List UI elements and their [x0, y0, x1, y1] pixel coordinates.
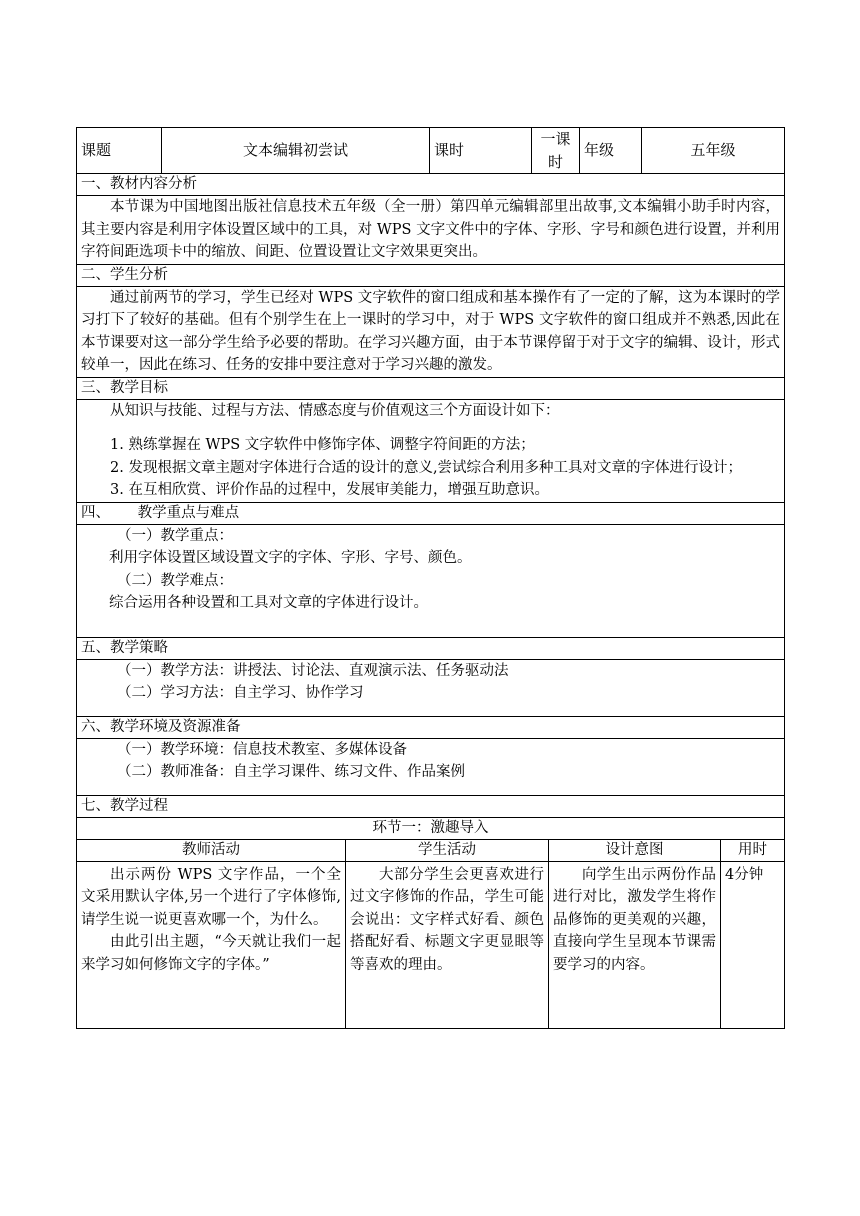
section-4-title-row [77, 502, 785, 524]
section-title: 七、教学过程 [77, 795, 785, 817]
topic-value: 文本编辑初尝试 [162, 128, 430, 174]
key-point-text: 利用字体设置区域设置文字的字体、字形、字号、颜色。 [109, 550, 472, 566]
student-activity: 大部分学生会更喜欢进行过文字修饰的作品，学生可能会说出：文字样式好看、颜色搭配好看、标题文字更显眼等等喜欢的理由。 [350, 866, 544, 973]
column-header: 教师活动 [77, 839, 346, 861]
process-table [76, 839, 785, 1029]
column-header: 用时 [721, 839, 785, 861]
section-2-body-row [77, 286, 785, 377]
process-row [77, 861, 785, 1028]
hours-label: 课时 [430, 128, 532, 174]
section-body: 通过前两节的学习，学生已经对 WPS 文字软件的窗口组成和基本操作有了一定的了解，这为本课时的学习打下了较好的基础。但有个别学生在上一课时的学习中，对于 WPS 文字软件的窗口组成并不熟悉,因此在本节课要对这一部分学生给予必要的帮助。在学习兴趣方面，由于本节课停留于对于文字的编辑、设计，形式较单一，因此在练习、任务的安排中要注意对于学习兴趣的激发。 [81, 289, 781, 373]
column-header: 设计意图 [549, 839, 721, 861]
section-1-body-row [77, 196, 785, 265]
stage-row [77, 817, 785, 839]
section-body: 本节课为中国地图出版社信息技术五年级（全一册）第四单元编辑部里出故事,文本编辑小助手时内容，其主要内容是利用字体设置区域中的工具，对 WPS 文字文件中的字体、字形、字号和颜色进行设置，并利用字符间距选项卡中的缩放、间距、位置设置让文字效果更突出。 [81, 199, 781, 260]
section-6-title-row [77, 716, 785, 738]
section-6-body-row [77, 738, 785, 795]
stage-title: 环节一：激趣导入 [77, 817, 785, 839]
section-4-body-row [77, 524, 785, 637]
grade-label: 年级 [580, 128, 642, 174]
section-3-body-row [77, 399, 785, 502]
section-title: 六、教学环境及资源准备 [77, 716, 785, 738]
teacher-preparation: （二）教师准备：自主学习课件、练习文件、作品案例 [117, 764, 465, 780]
design-intent: 向学生出示两份作品进行对比，激发学生将作品修饰的更美观的兴趣，直接向学生呈现本节课需要学习的内容。 [553, 866, 716, 973]
hours-value: 一课时 [532, 128, 580, 174]
section-3-title-row [77, 377, 785, 399]
section-1-title-row [77, 174, 785, 196]
key-point-label: （一）教学重点： [117, 527, 233, 544]
objective-item: 1. 熟练掌握在 WPS 文字软件中修饰字体、调整字符间距的方法； [110, 437, 535, 453]
section-title: 三、教学目标 [77, 377, 785, 399]
teacher-activity: 由此引出主题，“今天就让我们一起来学习如何修饰文字的字体。” [81, 934, 341, 973]
grade-value: 五年级 [642, 128, 785, 174]
header-row [77, 128, 785, 174]
section-2-title-row [77, 264, 785, 286]
learning-method: （二）学习方法：自主学习、协作学习 [117, 685, 364, 701]
teaching-environment: （一）教学环境：信息技术教室、多媒体设备 [117, 741, 407, 758]
time-used: 4分钟 [721, 861, 785, 1028]
section-5-title-row [77, 637, 785, 659]
section-5-body-row [77, 659, 785, 716]
difficulty-label: （二）教学难点： [117, 572, 233, 589]
topic-label: 课题 [77, 128, 162, 174]
process-header-row [77, 839, 785, 861]
objectives-intro: 从知识与技能、过程与方法、情感态度与价值观这三个方面设计如下： [110, 402, 560, 419]
lesson-plan-table [76, 127, 785, 840]
difficulty-text: 综合运用各种设置和工具对文章的字体进行设计。 [109, 595, 428, 611]
teaching-method: （一）教学方法：讲授法、讨论法、直观演示法、任务驱动法 [117, 662, 509, 679]
lesson-plan-page [76, 127, 784, 1029]
section-7-title-row [77, 795, 785, 817]
section-title: 五、教学策略 [77, 637, 785, 659]
section-title: 四、 教学重点与难点 [77, 502, 785, 524]
teacher-activity: 出示两份 WPS 文字作品，一个全文采用默认字体,另一个进行了字体修饰,请学生说一说更喜欢哪一个，为什么。 [81, 866, 341, 928]
section-title: 二、学生分析 [77, 264, 785, 286]
column-header: 学生活动 [346, 839, 549, 861]
objective-item: 3. 在互相欣赏、评价作品的过程中，发展审美能力，增强互助意识。 [110, 482, 549, 498]
section-title: 一、教材内容分析 [77, 174, 785, 196]
objective-item: 2. 发现根据文章主题对字体进行合适的设计的意义,尝试综合利用多种工具对文章的字体进行设计； [110, 459, 743, 476]
